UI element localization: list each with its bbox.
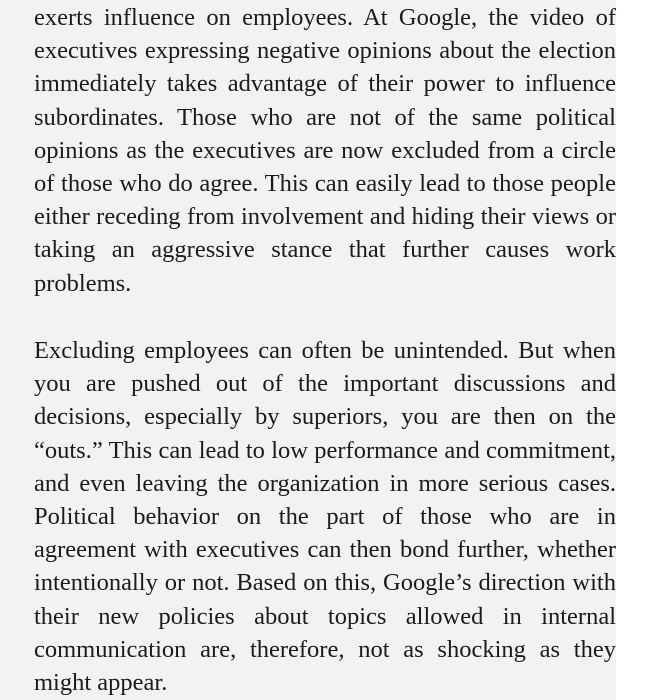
paragraph-excluding-employees: Excluding employees can often be unintended. But when you are pushed out of the important discussions and decisions, especially by superiors, you are then on the “outs.” This can lead to low performance and commitment, and even leaving the organization in more serious cases. Political behavior on the part of those who are in agreement with executives can then bond further, whether intentionally or not. Based on this, Google’s direction with their new policies about topics allowed in internal communication are, therefore, not as shocking as they might appear. [34,337,616,697]
paragraph-executive-influence: exerts influence on employees. At Google, the video of executives expressing negative opinions about the election immediately takes advantage of their power to influence subordinates. Those who are not of the same political opinions as the executives are now excluded from a circle of those who do agree. This can easily lead to those people either receding from involvement and hiding their views or taking an aggressive stance that further causes work problems. [34,4,616,297]
